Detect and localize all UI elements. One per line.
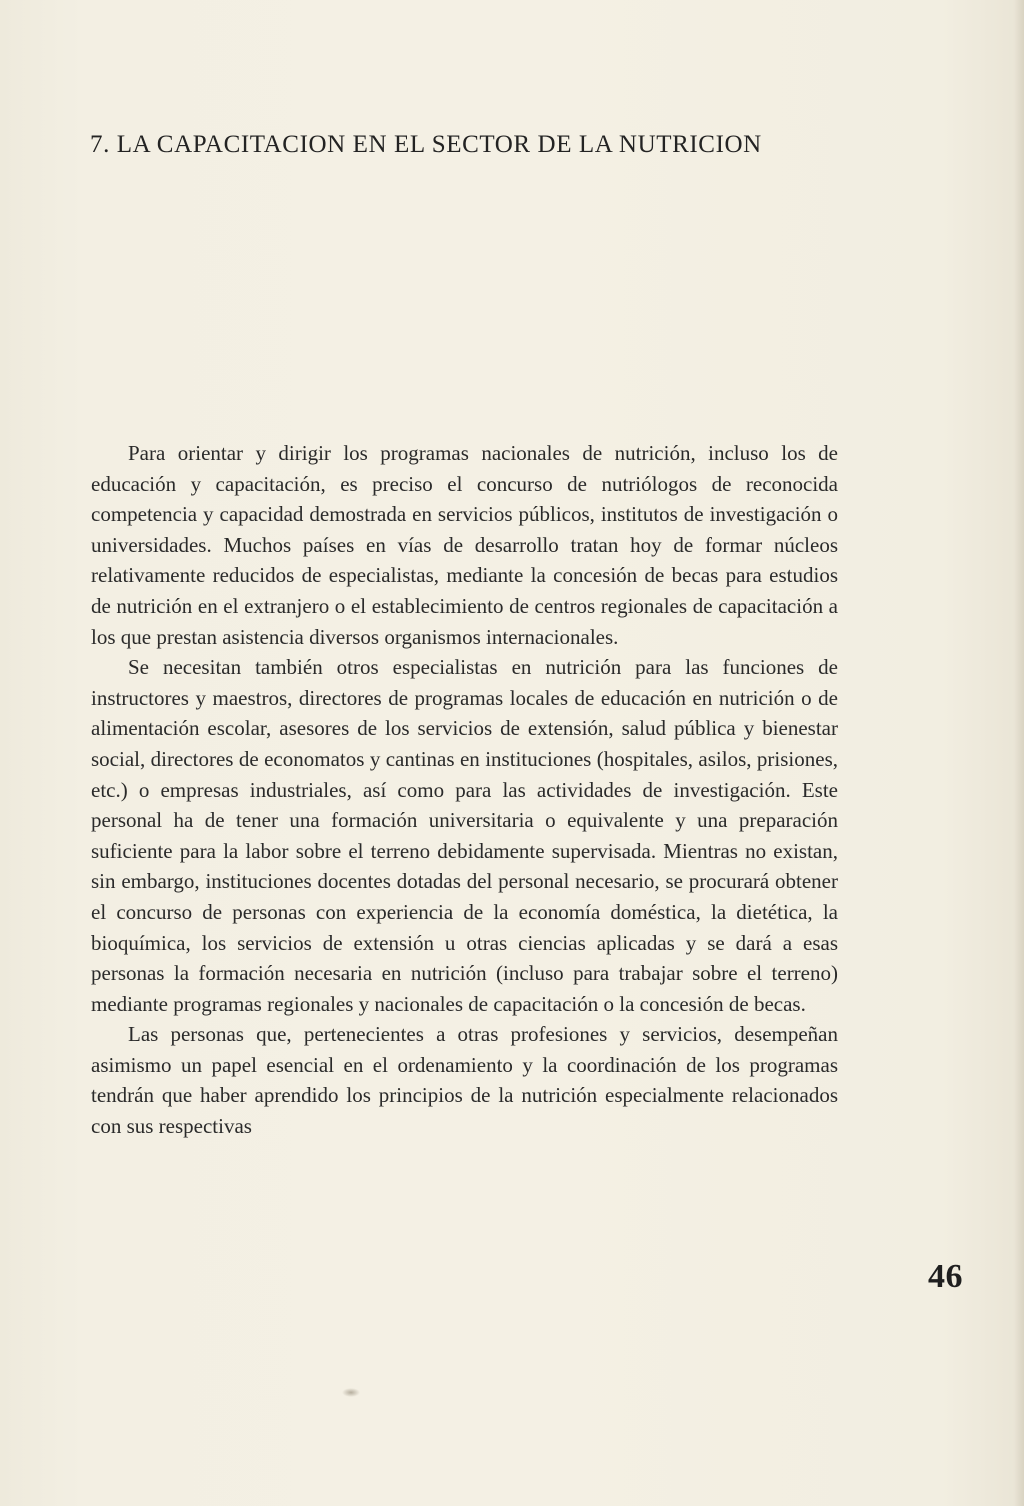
ink-smudge [342, 1388, 360, 1397]
page-number: 46 [928, 1258, 963, 1295]
paragraph-1: Para orientar y dirigir los programas nacionales de nutrición, incluso los de educación y capacitación, es preciso el concurso de nutriólogos de reconocida competencia y capacidad demostrada en servicios públicos, institutos de investigación o universidades. Muchos países en vías de desarrollo tratan hoy de formar núcleos relativamente reducidos de especialistas, mediante la concesión de becas para estudios de nutrición en el extranjero o el establecimiento de centros regionales de capacitación a los que prestan asistencia diversos organismos internacionales. [91, 441, 838, 649]
chapter-title: 7. LA CAPACITACION EN EL SECTOR DE LA NUTRICION [90, 131, 762, 158]
paragraph-3: Las personas que, pertenecientes a otras profesiones y servicios, desempeñan asimismo un papel esencial en el ordenamiento y la coordinación de los programas tendrán que haber aprendido los principios de la nutrición especialmente relacionados con sus respectivas [91, 1022, 838, 1139]
page-edge-shadow [1014, 0, 1024, 1506]
paragraph-2: Se necesitan también otros especialistas en nutrición para las funciones de instructores y maestros, directores de programas locales de educación en nutrición o de alimentación escolar, asesores de los servicios de extensión, salud pública y bienestar social, directores de economatos y cantinas en instituciones (hospitales, asilos, prisiones, etc.) o empresas industriales, así como para las actividades de investigación. Este personal ha de tener una formación universitaria o equivalente y una preparación suficiente para la labor sobre el terreno debidamente supervisada. Mientras no existan, sin embargo, instituciones docentes dotadas del personal necesario, se procurará obtener el concurso de personas con experiencia de la economía doméstica, la dietética, la bioquímica, los servicios de extensión u otras ciencias aplicadas y se dará a esas personas la formación necesaria en nutrición (incluso para trabajar sobre el terreno) mediante programas regionales y nacionales de capacitación o la concesión de becas. [91, 655, 838, 1016]
body-text [91, 438, 838, 1142]
